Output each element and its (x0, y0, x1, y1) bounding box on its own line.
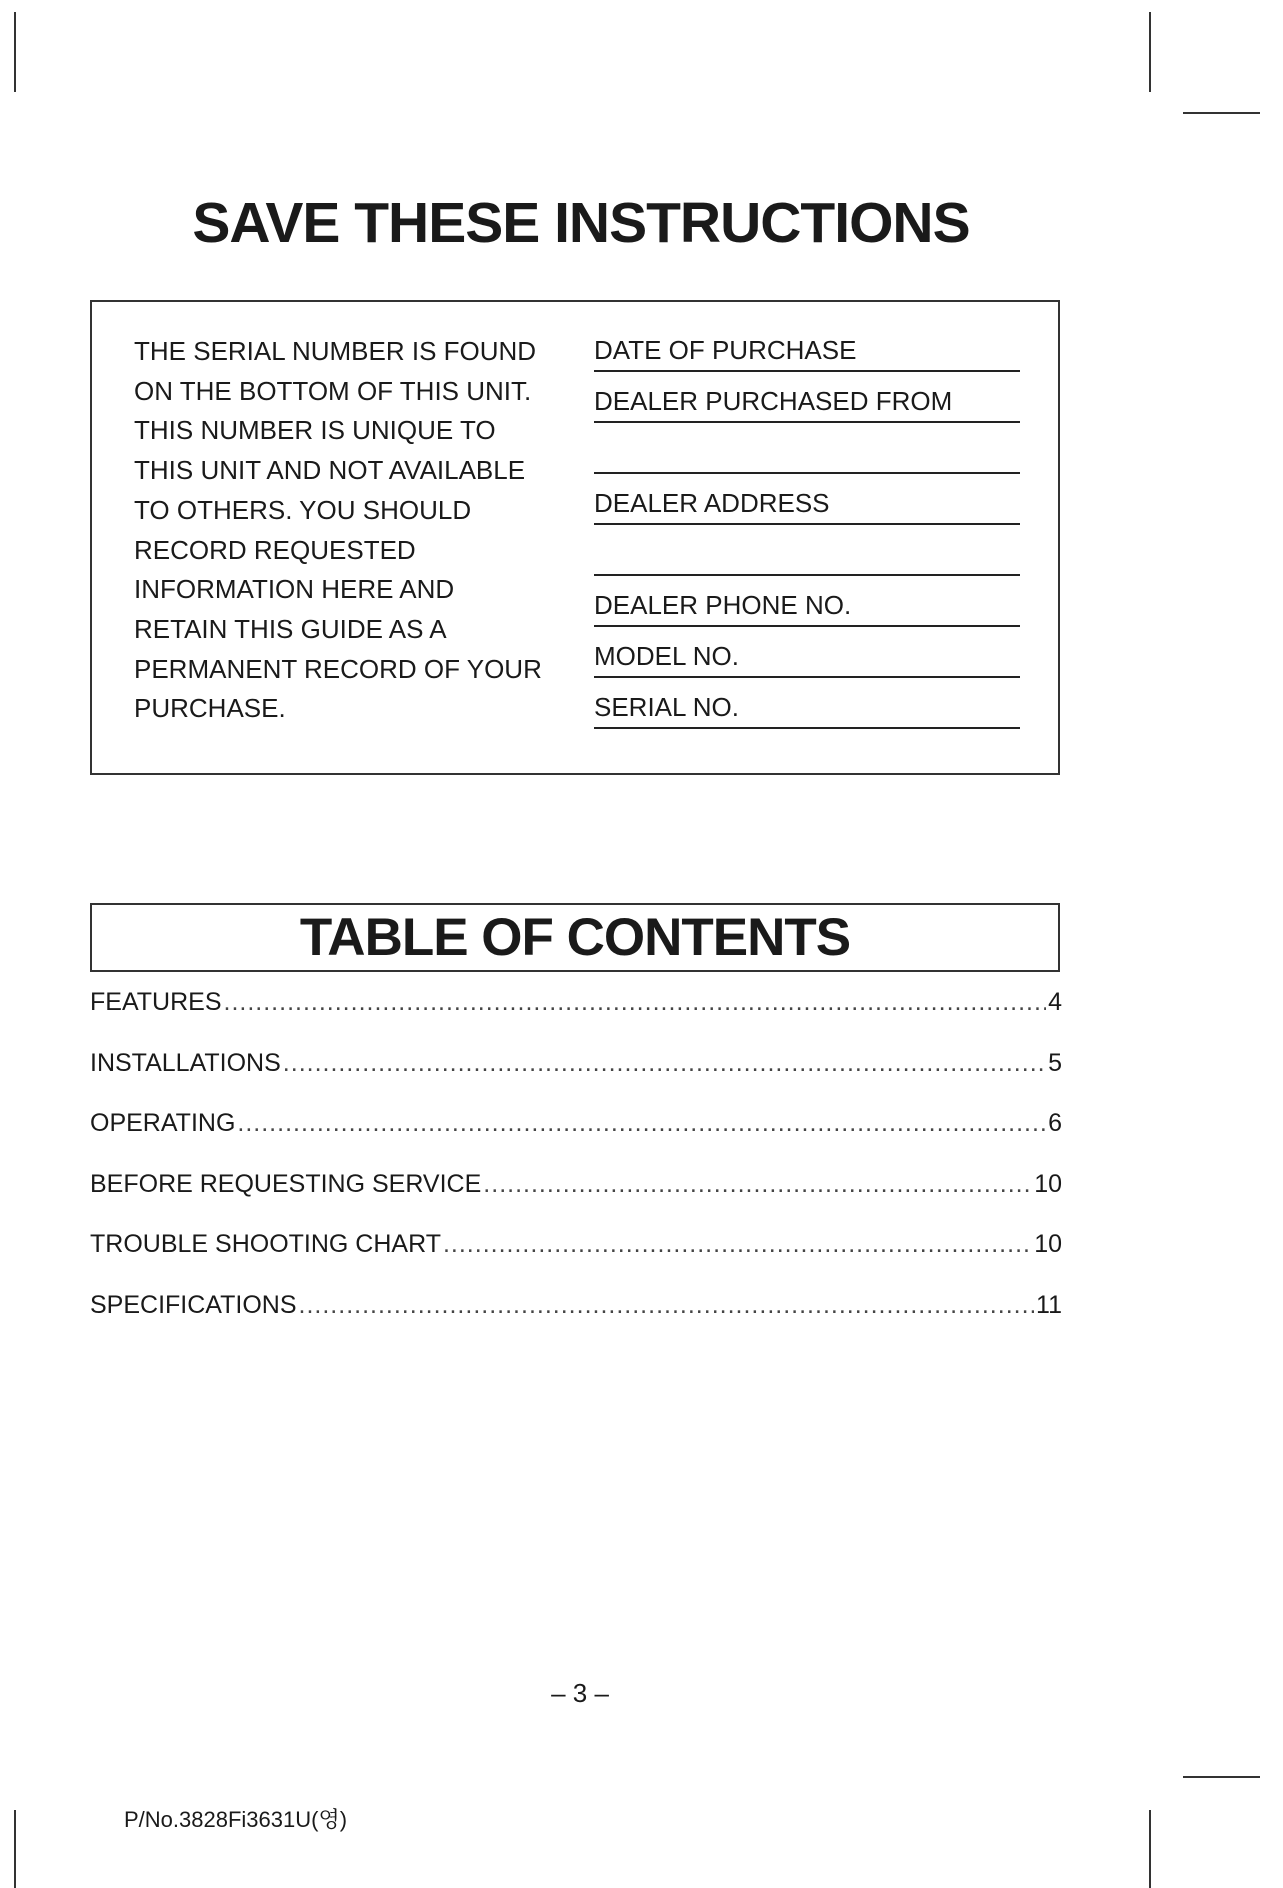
dot-leader (483, 1170, 1032, 1199)
field-label: DEALER PURCHASED FROM (594, 386, 953, 416)
field-label: DEALER PHONE NO. (594, 590, 852, 620)
dealer-phone-field[interactable] (594, 576, 1020, 627)
note-line: THE SERIAL NUMBER IS FOUND (134, 336, 537, 366)
purchase-record-box (90, 300, 1060, 775)
toc-entry-page: 4 (1048, 988, 1062, 1016)
model-no-field[interactable] (594, 627, 1020, 678)
note-line: INFORMATION HERE AND (134, 574, 455, 605)
note-line: RECORD REQUESTED (134, 534, 416, 565)
toc-entry-page: 11 (1036, 1290, 1062, 1319)
toc-entry-features[interactable] (90, 988, 1062, 1049)
crop-mark-top-right (1149, 12, 1151, 92)
note-line: PURCHASE. (134, 693, 286, 724)
toc-entry-trouble-shooting-chart[interactable] (90, 1230, 1062, 1291)
toc-entry-label: SPECIFICATIONS (90, 1290, 297, 1319)
toc-list (90, 988, 1062, 1351)
toc-header-box (90, 903, 1060, 972)
toc-entry-label: FEATURES (90, 988, 222, 1016)
field-label: DATE OF PURCHASE (594, 335, 857, 365)
dot-leader (237, 1109, 1046, 1138)
toc-entry-operating[interactable] (90, 1109, 1062, 1170)
date-of-purchase-field[interactable] (594, 330, 1020, 372)
page-title: SAVE THESE INSTRUCTIONS (192, 191, 970, 255)
toc-entry-page: 6 (1048, 1109, 1062, 1137)
field-label: MODEL NO. (594, 641, 739, 671)
crop-mark-top-left (14, 12, 16, 92)
toc-entry-specifications[interactable] (90, 1291, 1062, 1352)
crop-mark-bottom-right (1149, 1810, 1151, 1888)
crop-mark-bottom-left (14, 1810, 16, 1888)
field-label: SERIAL NO. (594, 692, 739, 722)
toc-entry-page: 10 (1034, 1169, 1062, 1198)
dot-leader (443, 1230, 1032, 1259)
trim-line-bottom-right (1183, 1776, 1260, 1778)
record-fields (594, 330, 1020, 729)
toc-entry-page: 10 (1034, 1230, 1062, 1258)
note-line: TO OTHERS. YOU SHOULD (134, 494, 472, 525)
dealer-purchased-from-field[interactable] (594, 372, 1020, 423)
dealer-address-continuation-field[interactable] (594, 525, 1020, 576)
toc-entry-label: INSTALLATIONS (90, 1048, 281, 1077)
part-number: P/No.3828Fi3631U(영) (124, 1807, 348, 1832)
toc-entry-installations[interactable] (90, 1049, 1062, 1110)
note-line: THIS UNIT AND NOT AVAILABLE (134, 455, 526, 486)
toc-entry-label: BEFORE REQUESTING SERVICE (90, 1169, 482, 1198)
dot-leader (283, 1049, 1046, 1078)
page-number: – 3 – (551, 1678, 609, 1708)
toc-entry-label: OPERATING (90, 1109, 236, 1137)
note-line: ON THE BOTTOM OF THIS UNIT. (134, 375, 532, 406)
toc-entry-label: TROUBLE SHOOTING CHART (90, 1230, 441, 1258)
dot-leader (299, 1291, 1035, 1320)
dot-leader (224, 988, 1047, 1017)
dealer-address-field[interactable] (594, 474, 1020, 525)
toc-heading: TABLE OF CONTENTS (299, 908, 851, 967)
note-line: RETAIN THIS GUIDE AS A (134, 613, 447, 644)
note-line: PERMANENT RECORD OF YOUR (134, 653, 542, 684)
field-label: DEALER ADDRESS (594, 488, 830, 518)
serial-number-note (134, 332, 564, 729)
toc-entry-before-requesting-service[interactable] (90, 1170, 1062, 1231)
dealer-name-continuation-field[interactable] (594, 423, 1020, 474)
note-line: THIS NUMBER IS UNIQUE TO (134, 415, 496, 446)
toc-entry-page: 5 (1048, 1048, 1062, 1077)
serial-no-field[interactable] (594, 678, 1020, 729)
trim-line-top-right (1183, 112, 1260, 114)
